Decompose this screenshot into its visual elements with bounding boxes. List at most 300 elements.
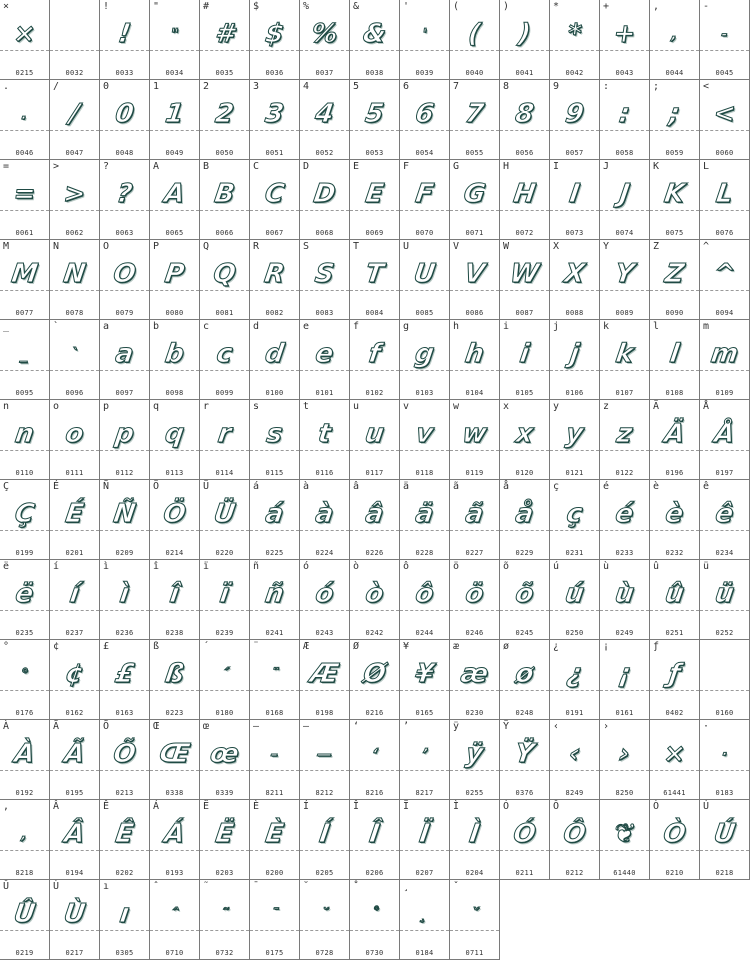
glyph-sample: ë xyxy=(13,579,36,609)
glyph-char-label: ü xyxy=(703,561,710,572)
glyph-code: 0183 xyxy=(715,789,734,797)
glyph-cell xyxy=(500,560,550,640)
glyph-code: 0043 xyxy=(615,69,634,77)
glyph-char-label: À xyxy=(3,721,10,732)
glyph-cell xyxy=(300,560,350,640)
glyph-sample: g xyxy=(413,339,436,369)
glyph-char-label: w xyxy=(453,401,460,412)
glyph-code: 0083 xyxy=(315,309,334,317)
glyph-cell xyxy=(0,400,50,480)
glyph-sample: o xyxy=(63,419,86,449)
glyph-sample: E xyxy=(363,179,386,209)
glyph-sample: 7 xyxy=(463,99,486,129)
glyph-code: 0107 xyxy=(615,389,634,397)
glyph-cell xyxy=(0,160,50,240)
glyph-cell xyxy=(350,80,400,160)
glyph-cell xyxy=(100,560,150,640)
glyph-sample: ˇ xyxy=(469,905,480,923)
glyph-code: 0037 xyxy=(315,69,334,77)
glyph-char-label: ; xyxy=(653,81,660,92)
glyph-char-label: r xyxy=(203,401,210,412)
glyph-char-label: 7 xyxy=(453,81,460,92)
glyph-cell xyxy=(500,240,550,320)
glyph-code: 0074 xyxy=(615,229,634,237)
glyph-sample: ) xyxy=(516,19,533,49)
glyph-cell xyxy=(600,160,650,240)
glyph-sample: ˚ xyxy=(369,905,380,923)
glyph-char-label: X xyxy=(553,241,560,252)
glyph-char-label: ï xyxy=(203,561,210,572)
glyph-char-label: = xyxy=(3,161,10,172)
glyph-char-label: * xyxy=(553,1,560,12)
glyph-char-label: n xyxy=(3,401,10,412)
glyph-code: 0053 xyxy=(365,149,384,157)
glyph-sample: n xyxy=(13,419,36,449)
glyph-char-label: & xyxy=(353,1,360,12)
glyph-cell xyxy=(500,640,550,720)
glyph-sample: R xyxy=(262,259,287,289)
glyph-code: 0035 xyxy=(215,69,234,77)
glyph-char-label: ‚ xyxy=(3,801,10,812)
glyph-char-label: ? xyxy=(103,161,110,172)
glyph-char-label: v xyxy=(403,401,410,412)
glyph-sample: T xyxy=(363,259,386,289)
glyph-code: 0063 xyxy=(115,229,134,237)
glyph-cell xyxy=(0,560,50,640)
glyph-cell xyxy=(550,0,600,80)
glyph-code: 0220 xyxy=(215,549,234,557)
glyph-sample: à xyxy=(313,499,336,529)
glyph-code: 0101 xyxy=(315,389,334,397)
glyph-sample: 1 xyxy=(163,99,186,129)
glyph-sample: Ò xyxy=(661,819,688,849)
glyph-code: 0086 xyxy=(465,309,484,317)
glyph-code: 0099 xyxy=(215,389,234,397)
glyph-cell xyxy=(700,800,750,880)
glyph-char-label: 9 xyxy=(553,81,560,92)
glyph-char-label: Z xyxy=(653,241,660,252)
glyph-char-label: ú xyxy=(553,561,560,572)
glyph-char-label: d xyxy=(253,321,260,332)
glyph-code: 0096 xyxy=(65,389,84,397)
glyph-cell xyxy=(500,320,550,400)
glyph-cell xyxy=(450,80,500,160)
glyph-sample: h xyxy=(463,339,486,369)
glyph-sample: j xyxy=(567,339,582,369)
glyph-sample: a xyxy=(113,339,136,369)
glyph-cell xyxy=(600,240,650,320)
glyph-cell xyxy=(700,640,750,720)
glyph-code: 0162 xyxy=(65,709,84,717)
glyph-char-label: " xyxy=(153,1,160,12)
glyph-cell xyxy=(50,80,100,160)
glyph-char-label: O xyxy=(103,241,110,252)
glyph-code: 0205 xyxy=(315,869,334,877)
glyph-char-label: S xyxy=(303,241,310,252)
glyph-code: 0251 xyxy=(665,629,684,637)
glyph-code: 0108 xyxy=(665,389,684,397)
glyph-code: 0119 xyxy=(465,469,484,477)
glyph-cell xyxy=(0,800,50,880)
glyph-code: 0100 xyxy=(265,389,284,397)
glyph-char-label: è xyxy=(653,481,660,492)
glyph-cell xyxy=(50,240,100,320)
glyph-cell xyxy=(0,720,50,800)
glyph-code: 0229 xyxy=(515,549,534,557)
glyph-cell xyxy=(300,480,350,560)
glyph-cell xyxy=(250,320,300,400)
glyph-sample: ß xyxy=(163,659,186,689)
glyph-cell xyxy=(450,880,500,960)
glyph-char-label: Y xyxy=(603,241,610,252)
glyph-sample: V xyxy=(462,259,487,289)
glyph-cell xyxy=(200,880,250,960)
glyph-sample: < xyxy=(711,99,738,129)
glyph-cell xyxy=(100,880,150,960)
glyph-code: 0097 xyxy=(115,389,134,397)
glyph-sample: ˆ xyxy=(169,905,180,923)
glyph-sample: Ä xyxy=(662,419,687,449)
glyph-code: 0246 xyxy=(465,629,484,637)
glyph-char-label: G xyxy=(453,161,460,172)
glyph-cell xyxy=(400,720,450,800)
glyph-char-label: ƒ xyxy=(653,641,660,652)
glyph-cell xyxy=(250,80,300,160)
glyph-code: 0402 xyxy=(665,709,684,717)
glyph-sample: Ú xyxy=(711,819,738,849)
glyph-code: 0113 xyxy=(165,469,184,477)
glyph-char-label: Û xyxy=(3,881,10,892)
glyph-code: 0072 xyxy=(515,229,534,237)
glyph-cell xyxy=(50,320,100,400)
glyph-cell xyxy=(350,560,400,640)
glyph-cell xyxy=(250,640,300,720)
glyph-char-label: ì xyxy=(103,561,110,572)
glyph-sample: Î xyxy=(367,819,382,849)
glyph-sample: K xyxy=(662,179,687,209)
glyph-cell xyxy=(250,0,300,80)
glyph-code: 0194 xyxy=(65,869,84,877)
glyph-sample: C xyxy=(262,179,287,209)
glyph-cell xyxy=(550,720,600,800)
glyph-sample: u xyxy=(363,419,386,449)
glyph-char-label: # xyxy=(203,1,210,12)
glyph-cell xyxy=(150,80,200,160)
glyph-code: 0305 xyxy=(115,949,134,957)
glyph-code: 0103 xyxy=(415,389,434,397)
glyph-sample: À xyxy=(12,739,37,769)
glyph-char-label: Ê xyxy=(103,801,110,812)
glyph-sample: ¨ xyxy=(269,665,280,683)
glyph-code: 0051 xyxy=(265,149,284,157)
glyph-code: 0056 xyxy=(515,149,534,157)
glyph-cell xyxy=(250,720,300,800)
glyph-cell xyxy=(100,480,150,560)
glyph-sample: ¯ xyxy=(269,905,280,923)
glyph-code: 0038 xyxy=(365,69,384,77)
glyph-sample: â xyxy=(363,499,386,529)
glyph-sample: Ç xyxy=(12,499,37,529)
glyph-sample: Ã xyxy=(62,739,87,769)
glyph-cell xyxy=(350,160,400,240)
glyph-sample: 4 xyxy=(313,99,336,129)
glyph-sample: í xyxy=(67,579,82,609)
glyph-char-label: Ò xyxy=(653,801,660,812)
glyph-cell xyxy=(150,640,200,720)
glyph-cell xyxy=(700,400,750,480)
glyph-code: 8216 xyxy=(365,789,384,797)
glyph-sample: > xyxy=(61,179,88,209)
glyph-code: 0242 xyxy=(365,629,384,637)
glyph-char-label: î xyxy=(153,561,160,572)
glyph-code: 0238 xyxy=(165,629,184,637)
glyph-code: 0215 xyxy=(15,69,34,77)
glyph-code: 0227 xyxy=(465,549,484,557)
glyph-sample: c xyxy=(214,339,235,369)
glyph-sample: ❦ xyxy=(611,819,638,849)
glyph-code: 0248 xyxy=(515,709,534,717)
glyph-cell xyxy=(350,800,400,880)
glyph-char-label: ó xyxy=(303,561,310,572)
glyph-code: 0104 xyxy=(465,389,484,397)
glyph-code: 0161 xyxy=(615,709,634,717)
glyph-char-label: ´ xyxy=(203,641,210,652)
glyph-char-label: h xyxy=(453,321,460,332)
glyph-code: 0082 xyxy=(265,309,284,317)
glyph-cell xyxy=(700,80,750,160)
glyph-cell xyxy=(400,800,450,880)
glyph-code: 0087 xyxy=(515,309,534,317)
glyph-char-label: q xyxy=(153,401,160,412)
glyph-code: 0073 xyxy=(565,229,584,237)
glyph-code: 0116 xyxy=(315,469,334,477)
glyph-cell xyxy=(450,400,500,480)
glyph-code: 0199 xyxy=(15,549,34,557)
glyph-sample: Ï xyxy=(417,819,432,849)
glyph-code: 0232 xyxy=(665,549,684,557)
glyph-char-label: e xyxy=(303,321,310,332)
glyph-cell xyxy=(450,560,500,640)
glyph-char-label: ! xyxy=(103,1,110,12)
glyph-sample: ’ xyxy=(420,745,429,763)
glyph-code: 0095 xyxy=(15,389,34,397)
glyph-char-label: ¥ xyxy=(403,641,410,652)
glyph-sample: – xyxy=(269,745,280,763)
glyph-char-label: i xyxy=(503,321,510,332)
glyph-sample: Â xyxy=(62,819,87,849)
glyph-cell xyxy=(400,560,450,640)
glyph-char-label: M xyxy=(3,241,10,252)
glyph-cell xyxy=(650,720,700,800)
glyph-sample: 3 xyxy=(263,99,286,129)
glyph-sample: I xyxy=(567,179,582,209)
glyph-cell xyxy=(50,640,100,720)
glyph-sample: ç xyxy=(564,499,585,529)
glyph-sample: : xyxy=(617,99,632,129)
glyph-sample: L xyxy=(714,179,735,209)
glyph-cell xyxy=(700,720,750,800)
glyph-code: 0196 xyxy=(665,469,684,477)
glyph-char-label: £ xyxy=(103,641,110,652)
glyph-code: 0204 xyxy=(465,869,484,877)
glyph-char-label: 6 xyxy=(403,81,410,92)
glyph-code: 0047 xyxy=(65,149,84,157)
glyph-sample: ú xyxy=(563,579,586,609)
glyph-sample: x xyxy=(514,419,535,449)
glyph-char-label: ù xyxy=(603,561,610,572)
glyph-code: 0168 xyxy=(265,709,284,717)
glyph-cell xyxy=(700,160,750,240)
glyph-cell xyxy=(300,240,350,320)
glyph-sample: × xyxy=(11,19,38,49)
glyph-cell xyxy=(100,80,150,160)
glyph-char-label: · xyxy=(703,721,710,732)
glyph-char-label: Q xyxy=(203,241,210,252)
glyph-sample: t xyxy=(316,419,333,449)
glyph-char-label: ˘ xyxy=(303,881,310,892)
glyph-code: 0098 xyxy=(165,389,184,397)
glyph-cell xyxy=(600,720,650,800)
glyph-sample: È xyxy=(263,819,286,849)
glyph-code: 8212 xyxy=(315,789,334,797)
glyph-sample: _ xyxy=(19,345,30,363)
glyph-char-label: Å xyxy=(703,401,710,412)
glyph-char-label: ˚ xyxy=(353,881,360,892)
glyph-cell xyxy=(300,880,350,960)
glyph-sample: f xyxy=(366,339,383,369)
glyph-code: 0207 xyxy=(415,869,434,877)
glyph-char-label: ¢ xyxy=(53,641,60,652)
glyph-code: 0036 xyxy=(265,69,284,77)
glyph-char-label: Ø xyxy=(353,641,360,652)
glyph-sample: ƒ xyxy=(666,659,683,689)
glyph-sample: B xyxy=(212,179,237,209)
glyph-sample: W xyxy=(508,259,541,289)
glyph-cell xyxy=(300,720,350,800)
glyph-code: 0210 xyxy=(665,869,684,877)
glyph-code: 0216 xyxy=(365,709,384,717)
glyph-cell xyxy=(600,480,650,560)
glyph-code: 0062 xyxy=(65,229,84,237)
glyph-cell xyxy=(550,400,600,480)
glyph-char-label: Õ xyxy=(103,721,110,732)
glyph-sample: e xyxy=(313,339,336,369)
glyph-char-label: œ xyxy=(203,721,210,732)
glyph-char-label: Ù xyxy=(53,881,60,892)
glyph-sample: X xyxy=(562,259,587,289)
glyph-sample: ‚ xyxy=(20,825,29,843)
glyph-cell xyxy=(500,80,550,160)
glyph-char-label: 2 xyxy=(203,81,210,92)
glyph-sample: Í xyxy=(317,819,332,849)
glyph-cell xyxy=(300,0,350,80)
glyph-sample: å xyxy=(513,499,536,529)
glyph-sample: ä xyxy=(413,499,436,529)
glyph-char-label: ¿ xyxy=(553,641,560,652)
glyph-code: 0235 xyxy=(15,629,34,637)
glyph-code: 0176 xyxy=(15,709,34,717)
glyph-cell xyxy=(650,0,700,80)
glyph-char-label: Ã xyxy=(53,721,60,732)
glyph-sample: 8 xyxy=(513,99,536,129)
glyph-code: 0209 xyxy=(115,549,134,557)
glyph-code: 0058 xyxy=(615,149,634,157)
glyph-code: 0214 xyxy=(165,549,184,557)
glyph-code: 0068 xyxy=(315,229,334,237)
glyph-char-label: Ú xyxy=(703,801,710,812)
glyph-cell xyxy=(150,480,200,560)
glyph-sample: ÿ xyxy=(463,739,486,769)
glyph-cell xyxy=(50,560,100,640)
glyph-cell xyxy=(100,0,150,80)
glyph-sample: + xyxy=(611,19,638,49)
glyph-sample: É xyxy=(63,499,86,529)
glyph-cell xyxy=(400,80,450,160)
glyph-sample: ñ xyxy=(263,579,286,609)
glyph-char-label: s xyxy=(253,401,260,412)
glyph-code: 0180 xyxy=(215,709,234,717)
glyph-char-label: Ï xyxy=(403,801,410,812)
glyph-cell xyxy=(500,400,550,480)
glyph-sample: Ì xyxy=(467,819,482,849)
glyph-code: 0094 xyxy=(715,309,734,317)
glyph-code: 0110 xyxy=(15,469,34,477)
glyph-char-label: P xyxy=(153,241,160,252)
glyph-code: 0226 xyxy=(365,549,384,557)
glyph-char-label: z xyxy=(603,401,610,412)
glyph-cell xyxy=(700,480,750,560)
glyph-char-label: T xyxy=(353,241,360,252)
glyph-sample: Y xyxy=(612,259,637,289)
glyph-char-label: › xyxy=(603,721,610,732)
glyph-cell xyxy=(50,800,100,880)
glyph-cell xyxy=(450,640,500,720)
glyph-code: 0202 xyxy=(115,869,134,877)
glyph-code: 0218 xyxy=(715,869,734,877)
glyph-cell xyxy=(0,480,50,560)
glyph-cell xyxy=(550,320,600,400)
glyph-cell xyxy=(600,640,650,720)
glyph-char-label: ˜ xyxy=(203,881,210,892)
glyph-code: 0206 xyxy=(365,869,384,877)
glyph-sample: æ xyxy=(458,659,491,689)
glyph-cell xyxy=(200,800,250,880)
glyph-sample: Û xyxy=(11,899,38,929)
glyph-code: 61440 xyxy=(613,869,636,877)
glyph-code: 0225 xyxy=(265,549,284,557)
glyph-char-label: + xyxy=(603,1,610,12)
glyph-cell xyxy=(650,80,700,160)
glyph-code: 0076 xyxy=(715,229,734,237)
glyph-cell xyxy=(0,640,50,720)
glyph-code: 0228 xyxy=(415,549,434,557)
glyph-char-label: ñ xyxy=(253,561,260,572)
glyph-char-label: â xyxy=(353,481,360,492)
glyph-sample: ù xyxy=(613,579,636,609)
glyph-cell xyxy=(200,480,250,560)
glyph-char-label: ¨ xyxy=(253,641,260,652)
glyph-char-label: ô xyxy=(403,561,410,572)
glyph-sample: 0 xyxy=(113,99,136,129)
glyph-code: 0115 xyxy=(265,469,284,477)
glyph-char-label: Ó xyxy=(503,801,510,812)
glyph-code: 0184 xyxy=(415,949,434,957)
glyph-char-label: > xyxy=(53,161,60,172)
glyph-code: 0057 xyxy=(565,149,584,157)
glyph-code: 0339 xyxy=(215,789,234,797)
glyph-cell xyxy=(650,640,700,720)
glyph-sample: ˜ xyxy=(219,905,230,923)
